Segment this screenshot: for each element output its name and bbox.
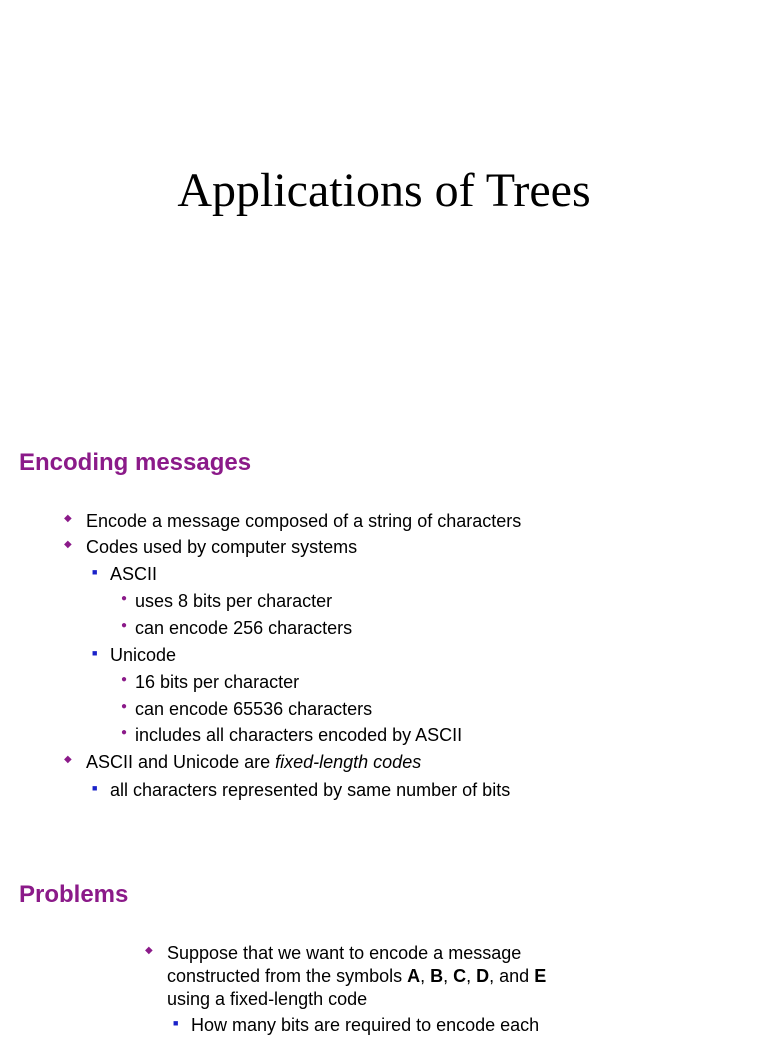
dot-bullet-icon: ● [121,727,128,738]
list-item-text: can encode 65536 characters [135,699,373,719]
list-item [64,509,522,533]
diamond-bullet-icon: ◆ [64,539,72,550]
diamond-bullet-icon: ◆ [64,513,72,524]
symbol-b: B [430,966,444,986]
dot-bullet-icon: ● [121,674,128,685]
symbol-c: C [453,966,467,986]
list-item-continuation [167,987,367,1011]
list-item [92,778,511,802]
square-bullet-icon: ■ [92,567,98,577]
list-item-continuation [167,964,546,988]
list-item [121,670,300,694]
square-bullet-icon: ■ [173,1018,179,1028]
list-item-text: all characters represented by same number of bits [110,780,511,800]
list-item-text: Suppose that we want to encode a message [167,943,522,963]
section-heading-encoding: Encoding messages [19,449,252,476]
list-item-text: How many bits are required to encode each [191,1015,540,1035]
dot-bullet-icon: ● [121,701,128,712]
list-item-text: Encode a message composed of a string of characters [86,511,522,531]
dot-bullet-icon: ● [121,593,128,604]
diamond-bullet-icon: ◆ [64,754,72,765]
square-bullet-icon: ■ [92,648,98,658]
list-item [121,723,463,747]
symbol-e: E [534,966,547,986]
list-item-text: can encode 256 characters [135,618,353,638]
square-bullet-icon: ■ [92,783,98,793]
list-item [64,535,358,559]
list-item [92,562,158,586]
separator: , and [489,966,535,986]
list-item [121,589,333,613]
list-item-text: uses 8 bits per character [135,591,333,611]
slide-title: Applications of Trees [177,164,591,217]
list-item-text: ASCII [110,564,158,584]
list-item [121,616,353,640]
list-item [92,643,177,667]
diamond-bullet-icon: ◆ [145,945,153,956]
emphasis-text: fixed-length codes [275,752,422,772]
list-item [145,941,522,965]
list-item [173,1013,540,1037]
text-run: constructed from the symbols [167,966,408,986]
list-item-text: ASCII and Unicode are [86,752,276,772]
dot-bullet-icon: ● [121,620,128,631]
separator: , [443,966,454,986]
separator: , [420,966,431,986]
list-item-text: 16 bits per character [135,672,300,692]
symbol-d: D [476,966,490,986]
symbol-a: A [407,966,421,986]
list-item [121,697,373,721]
list-item-text: Unicode [110,645,177,665]
text-run: using a fixed-length code [167,989,368,1009]
list-item-text: includes all characters encoded by ASCII [135,725,463,745]
list-item-text: Codes used by computer systems [86,537,358,557]
list-item [64,750,422,774]
section-heading-problems: Problems [19,881,129,908]
separator: , [466,966,477,986]
